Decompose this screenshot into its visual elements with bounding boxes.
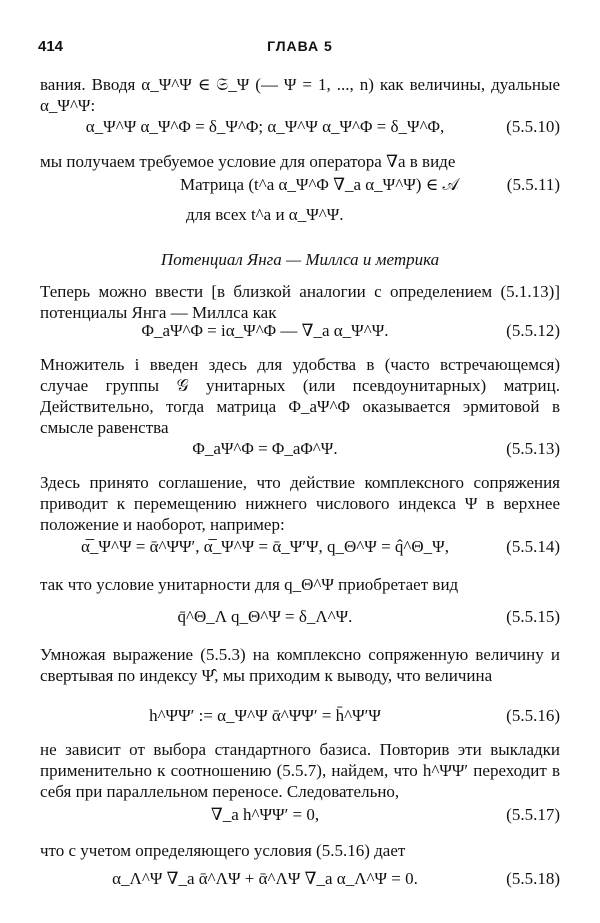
equation-5-5-18: [40, 868, 560, 890]
equation-number: (5.5.12): [506, 321, 560, 340]
page-number: 414: [38, 38, 64, 55]
page-header: [38, 38, 562, 58]
paragraph: что с учетом определяющего условия (5.5.16) дает: [40, 841, 406, 860]
equation-5-5-15: [40, 606, 560, 628]
equation-number: (5.5.11): [506, 175, 560, 194]
equation-number: (5.5.15): [506, 607, 560, 626]
paragraph: Множитель i введен здесь для удобства в (часто встречающемся) случае группы 𝒢 унитарных (или псевдоунитарных) матриц. Действительно, тогда матрица Φ_aΨ^Φ оказывается эрмитовой в смысле равенства: [40, 355, 560, 437]
equation-number: (5.5.10): [506, 117, 560, 136]
paragraph: так что условие унитарности для q_Θ^Ψ приобретает вид: [40, 575, 459, 594]
equation-expr: Φ_aΨ^Φ = iα_Ψ^Φ — ∇_a α_Ψ^Ψ.: [141, 321, 389, 340]
equation-5-5-13: [40, 438, 560, 460]
paragraph: Здесь принято соглашение, что действие комплексного сопряжения приводит к перемещению нижнего числового индекса Ψ в верхнее положение и наоборот, например:: [40, 473, 560, 534]
equation-5-5-10: [40, 116, 560, 138]
equation-number: (5.5.17): [506, 805, 560, 824]
equation-expr: α_Λ^Ψ ∇_a ᾱ^ΛΨ + ᾱ^ΛΨ ∇_a α_Λ^Ψ = 0.: [112, 869, 418, 888]
equation-5-5-11: [40, 174, 560, 196]
equation-expr: Матрица (t^a α_Ψ^Φ ∇_a α_Ψ^Ψ) ∈ 𝒜: [180, 175, 459, 194]
paragraph: мы получаем требуемое условие для оператора ∇a в виде: [40, 152, 456, 171]
section-title: Потенциал Янга — Миллса и метрика: [160, 250, 440, 269]
equation-expr: α̅_Ψ^Ψ = ᾱ^ΨΨ′, α̅_Ψ^Ψ = ᾱ_Ψ′Ψ, q_Θ^Ψ = q̂^Θ_Ψ,: [81, 537, 449, 556]
equation-expr: Φ_aΨ^Φ = Φ_aΦ^Ψ.: [192, 439, 338, 458]
paragraph: Умножая выражение (5.5.3) на комплексно сопряженную величину и свертывая по индексу Ψ̂, мы приходим к выводу, что величина: [40, 645, 560, 685]
paragraph: Теперь можно ввести [в близкой аналогии с определением (5.1.13)] потенциалы Янга — Миллса как: [40, 282, 560, 322]
equation-5-5-17: [40, 804, 560, 826]
equation-5-5-14: [40, 536, 560, 558]
paragraph: вания. Вводя α_Ψ^Ψ ∈ 𝔖_Ψ (— Ψ = 1, ..., n) как величины, дуальные α_Ψ^Ψ:: [40, 75, 560, 115]
equation-expr: ∇_a h^ΨΨ′ = 0,: [210, 805, 320, 824]
equation-5-5-12: [40, 320, 560, 342]
equation-condition: для всех t^a и α_Ψ^Ψ.: [186, 205, 344, 224]
equation-expr: α_Ψ^Ψ α_Ψ^Φ = δ_Ψ^Φ; α_Ψ^Ψ α_Ψ^Φ = δ_Ψ^Φ,: [85, 117, 445, 136]
chapter-title: ГЛАВА 5: [267, 38, 333, 54]
equation-number: (5.5.18): [506, 869, 560, 888]
equation-5-5-16: [40, 705, 560, 727]
equation-number: (5.5.14): [506, 537, 560, 556]
equation-expr: q̄^Θ_Λ q_Θ^Ψ = δ_Λ^Ψ.: [177, 607, 353, 626]
paragraph: не зависит от выбора стандартного базиса. Повторив эти выкладки применительно к соотношению (5.5.7), найдем, что h^ΨΨ′ переходит в себя при параллельном переносе. Следовательно,: [40, 740, 560, 801]
equation-number: (5.5.16): [506, 706, 560, 725]
equation-expr: h^ΨΨ′ := α_Ψ^Ψ ᾱ^ΨΨ′ = h̄^Ψ′Ψ: [149, 706, 381, 725]
equation-number: (5.5.13): [506, 439, 560, 458]
